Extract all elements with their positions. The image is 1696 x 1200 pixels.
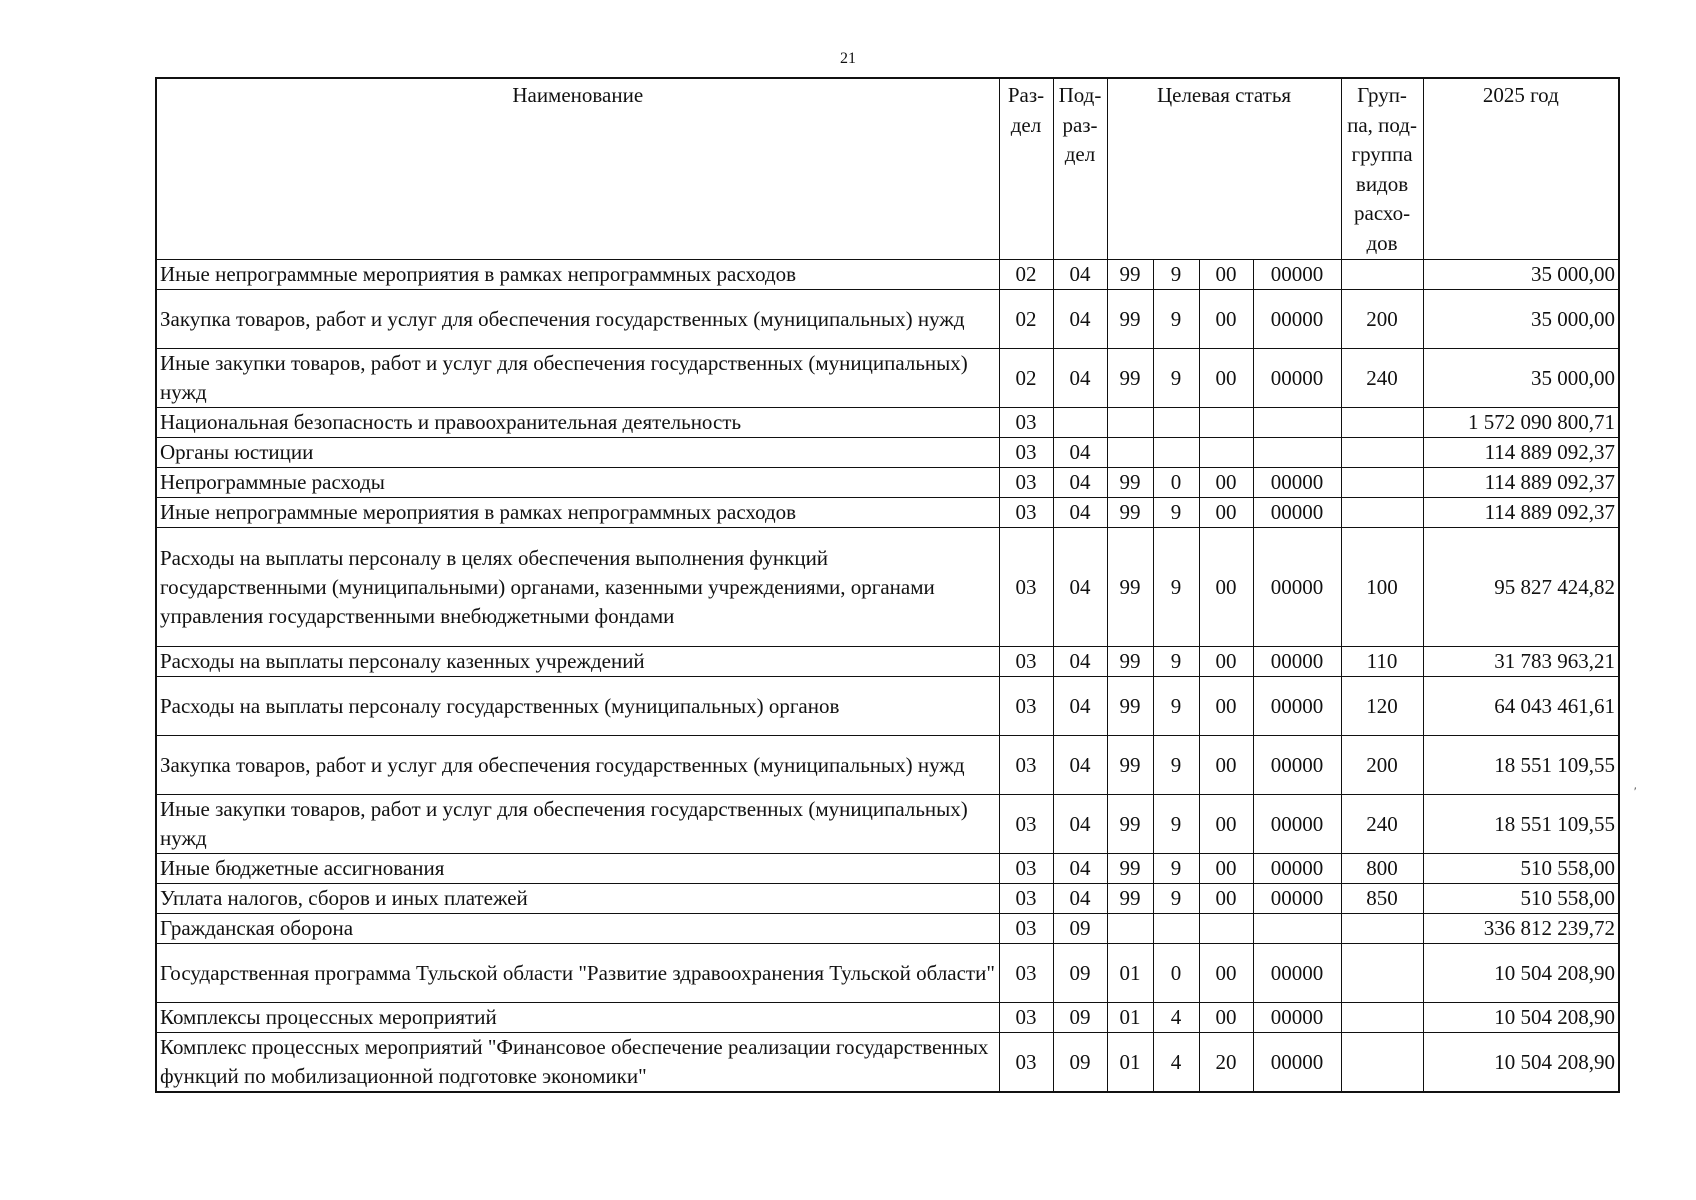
cell-section: 03 [999, 1003, 1053, 1033]
cell-amount: 510 558,00 [1423, 854, 1619, 884]
cell-target-direction: 00000 [1253, 260, 1341, 290]
cell-expense-group: 200 [1341, 290, 1423, 349]
cell-amount: 510 558,00 [1423, 884, 1619, 914]
cell-target-direction: 00000 [1253, 528, 1341, 647]
table-row [156, 736, 1619, 795]
cell-expense-group: 850 [1341, 884, 1423, 914]
cell-target-direction: 00000 [1253, 795, 1341, 854]
cell-target-program [1107, 438, 1153, 468]
cell-target-direction [1253, 438, 1341, 468]
cell-target-type: 9 [1153, 677, 1199, 736]
cell-target-type: 9 [1153, 498, 1199, 528]
cell-subsection: 04 [1053, 884, 1107, 914]
cell-expense-group [1341, 438, 1423, 468]
cell-subsection: 04 [1053, 528, 1107, 647]
cell-expense-group: 100 [1341, 528, 1423, 647]
cell-amount: 18 551 109,55 [1423, 736, 1619, 795]
cell-target-direction: 00000 [1253, 647, 1341, 677]
cell-amount: 114 889 092,37 [1423, 498, 1619, 528]
cell-target-sub: 00 [1199, 944, 1253, 1003]
header-year: 2025 год [1423, 78, 1619, 260]
cell-target-sub: 00 [1199, 647, 1253, 677]
cell-target-type: 9 [1153, 290, 1199, 349]
cell-name: Комплексы процессных мероприятий [156, 1003, 999, 1033]
cell-section: 02 [999, 290, 1053, 349]
header-subsection: Под-раз-дел [1053, 78, 1107, 260]
cell-amount: 64 043 461,61 [1423, 677, 1619, 736]
cell-expense-group: 800 [1341, 854, 1423, 884]
cell-target-type: 9 [1153, 795, 1199, 854]
cell-target-type: 9 [1153, 736, 1199, 795]
table-row [156, 498, 1619, 528]
table-row [156, 468, 1619, 498]
cell-target-direction [1253, 408, 1341, 438]
cell-target-program: 99 [1107, 528, 1153, 647]
cell-target-sub: 00 [1199, 677, 1253, 736]
cell-target-program: 99 [1107, 260, 1153, 290]
cell-target-sub: 00 [1199, 468, 1253, 498]
cell-name: Комплекс процессных мероприятий "Финансовое обеспечение реализации государственных функций по мобилизационной подготовке экономики" [156, 1033, 999, 1093]
cell-target-sub: 00 [1199, 736, 1253, 795]
table-row [156, 349, 1619, 408]
cell-subsection: 04 [1053, 736, 1107, 795]
cell-name: Расходы на выплаты персоналу в целях обеспечения выполнения функций государственными (муниципальными) органами, казенными учреждениями, органами управления государственными внебюджетными фондами [156, 528, 999, 647]
cell-section: 03 [999, 736, 1053, 795]
cell-name: Гражданская оборона [156, 914, 999, 944]
cell-target-direction: 00000 [1253, 349, 1341, 408]
budget-table [155, 77, 1620, 1093]
cell-target-direction [1253, 914, 1341, 944]
cell-section: 02 [999, 349, 1053, 408]
cell-target-direction: 00000 [1253, 736, 1341, 795]
cell-name: Иные закупки товаров, работ и услуг для обеспечения государственных (муниципальных) нужд [156, 795, 999, 854]
cell-amount: 35 000,00 [1423, 349, 1619, 408]
cell-section: 03 [999, 884, 1053, 914]
cell-subsection: 04 [1053, 854, 1107, 884]
table-row [156, 1003, 1619, 1033]
cell-name: Расходы на выплаты персоналу государственных (муниципальных) органов [156, 677, 999, 736]
cell-expense-group: 110 [1341, 647, 1423, 677]
cell-target-type: 9 [1153, 854, 1199, 884]
cell-target-program: 01 [1107, 1033, 1153, 1093]
cell-name: Государственная программа Тульской области "Развитие здравоохранения Тульской области" [156, 944, 999, 1003]
cell-subsection: 04 [1053, 468, 1107, 498]
cell-subsection: 09 [1053, 1033, 1107, 1093]
cell-name: Иные непрограммные мероприятия в рамках непрограммных расходов [156, 260, 999, 290]
scan-artifact: ′ [1634, 784, 1637, 798]
cell-target-program: 99 [1107, 290, 1153, 349]
cell-target-type [1153, 408, 1199, 438]
cell-expense-group [1341, 260, 1423, 290]
cell-section: 03 [999, 854, 1053, 884]
cell-subsection [1053, 408, 1107, 438]
table-row [156, 1033, 1619, 1093]
table-row [156, 260, 1619, 290]
cell-target-type: 0 [1153, 468, 1199, 498]
table-row [156, 944, 1619, 1003]
header-target-article: Целевая статья [1107, 78, 1341, 260]
cell-amount: 35 000,00 [1423, 260, 1619, 290]
cell-name: Органы юстиции [156, 438, 999, 468]
table-row [156, 854, 1619, 884]
table-row [156, 884, 1619, 914]
table-row [156, 290, 1619, 349]
cell-expense-group: 240 [1341, 795, 1423, 854]
table-row [156, 914, 1619, 944]
cell-target-program: 99 [1107, 468, 1153, 498]
cell-target-program: 01 [1107, 944, 1153, 1003]
cell-target-type [1153, 438, 1199, 468]
table-row [156, 647, 1619, 677]
cell-expense-group [1341, 914, 1423, 944]
cell-subsection: 04 [1053, 290, 1107, 349]
cell-target-type: 4 [1153, 1033, 1199, 1093]
cell-target-direction: 00000 [1253, 290, 1341, 349]
cell-subsection: 09 [1053, 1003, 1107, 1033]
cell-amount: 35 000,00 [1423, 290, 1619, 349]
cell-section: 03 [999, 528, 1053, 647]
cell-name: Национальная безопасность и правоохранительная деятельность [156, 408, 999, 438]
cell-section: 03 [999, 944, 1053, 1003]
cell-target-sub [1199, 408, 1253, 438]
cell-target-direction: 00000 [1253, 854, 1341, 884]
cell-target-type: 9 [1153, 260, 1199, 290]
header-expense-group: Груп-па, под-группа видов расхо-дов [1341, 78, 1423, 260]
cell-target-sub: 00 [1199, 884, 1253, 914]
cell-subsection: 04 [1053, 438, 1107, 468]
cell-expense-group [1341, 944, 1423, 1003]
cell-expense-group [1341, 1033, 1423, 1093]
cell-target-program: 99 [1107, 854, 1153, 884]
cell-name: Расходы на выплаты персоналу казенных учреждений [156, 647, 999, 677]
cell-target-direction: 00000 [1253, 468, 1341, 498]
cell-target-program [1107, 914, 1153, 944]
cell-target-direction: 00000 [1253, 677, 1341, 736]
cell-name: Иные непрограммные мероприятия в рамках непрограммных расходов [156, 498, 999, 528]
cell-section: 03 [999, 795, 1053, 854]
cell-section: 03 [999, 438, 1053, 468]
cell-target-type: 9 [1153, 884, 1199, 914]
cell-section: 02 [999, 260, 1053, 290]
cell-target-program: 01 [1107, 1003, 1153, 1033]
cell-expense-group [1341, 468, 1423, 498]
cell-target-type: 9 [1153, 647, 1199, 677]
cell-expense-group: 200 [1341, 736, 1423, 795]
cell-amount: 95 827 424,82 [1423, 528, 1619, 647]
cell-target-sub: 00 [1199, 795, 1253, 854]
table-row [156, 677, 1619, 736]
cell-target-type: 9 [1153, 349, 1199, 408]
cell-target-program: 99 [1107, 647, 1153, 677]
cell-expense-group: 120 [1341, 677, 1423, 736]
table-row [156, 408, 1619, 438]
cell-target-sub: 00 [1199, 290, 1253, 349]
cell-target-program: 99 [1107, 498, 1153, 528]
cell-section: 03 [999, 468, 1053, 498]
cell-target-program: 99 [1107, 884, 1153, 914]
cell-section: 03 [999, 914, 1053, 944]
cell-target-sub: 00 [1199, 854, 1253, 884]
table-header-row [156, 78, 1619, 260]
cell-section: 03 [999, 647, 1053, 677]
cell-amount: 114 889 092,37 [1423, 438, 1619, 468]
cell-subsection: 04 [1053, 260, 1107, 290]
cell-section: 03 [999, 677, 1053, 736]
cell-target-sub [1199, 914, 1253, 944]
cell-subsection: 04 [1053, 677, 1107, 736]
cell-target-sub: 00 [1199, 528, 1253, 647]
cell-expense-group [1341, 408, 1423, 438]
table-row [156, 528, 1619, 647]
cell-target-direction: 00000 [1253, 944, 1341, 1003]
cell-subsection: 04 [1053, 498, 1107, 528]
cell-name: Иные бюджетные ассигнования [156, 854, 999, 884]
table-row [156, 795, 1619, 854]
cell-name: Уплата налогов, сборов и иных платежей [156, 884, 999, 914]
cell-target-program: 99 [1107, 677, 1153, 736]
cell-target-sub: 00 [1199, 498, 1253, 528]
header-name: Наименование [156, 78, 999, 260]
cell-subsection: 04 [1053, 647, 1107, 677]
cell-target-type: 4 [1153, 1003, 1199, 1033]
cell-target-type: 9 [1153, 528, 1199, 647]
cell-subsection: 09 [1053, 944, 1107, 1003]
cell-target-direction: 00000 [1253, 884, 1341, 914]
cell-target-program: 99 [1107, 795, 1153, 854]
cell-amount: 114 889 092,37 [1423, 468, 1619, 498]
cell-target-sub: 00 [1199, 260, 1253, 290]
cell-name: Непрограммные расходы [156, 468, 999, 498]
cell-name: Иные закупки товаров, работ и услуг для обеспечения государственных (муниципальных) нужд [156, 349, 999, 408]
cell-amount: 18 551 109,55 [1423, 795, 1619, 854]
cell-amount: 1 572 090 800,71 [1423, 408, 1619, 438]
cell-amount: 336 812 239,72 [1423, 914, 1619, 944]
cell-section: 03 [999, 408, 1053, 438]
cell-section: 03 [999, 1033, 1053, 1093]
cell-target-program: 99 [1107, 349, 1153, 408]
cell-target-program [1107, 408, 1153, 438]
cell-expense-group [1341, 1003, 1423, 1033]
cell-name: Закупка товаров, работ и услуг для обеспечения государственных (муниципальных) нужд [156, 290, 999, 349]
cell-amount: 10 504 208,90 [1423, 1033, 1619, 1093]
header-section: Раз-дел [999, 78, 1053, 260]
cell-target-direction: 00000 [1253, 1003, 1341, 1033]
cell-section: 03 [999, 498, 1053, 528]
cell-target-sub: 00 [1199, 349, 1253, 408]
cell-amount: 10 504 208,90 [1423, 944, 1619, 1003]
cell-target-direction: 00000 [1253, 1033, 1341, 1093]
cell-subsection: 04 [1053, 795, 1107, 854]
cell-subsection: 09 [1053, 914, 1107, 944]
cell-target-direction: 00000 [1253, 498, 1341, 528]
cell-expense-group [1341, 498, 1423, 528]
table-row [156, 438, 1619, 468]
cell-target-type: 0 [1153, 944, 1199, 1003]
cell-target-sub: 20 [1199, 1033, 1253, 1093]
cell-target-sub [1199, 438, 1253, 468]
table-body [156, 260, 1619, 1093]
cell-target-sub: 00 [1199, 1003, 1253, 1033]
page-number: 21 [840, 50, 856, 67]
cell-target-program: 99 [1107, 736, 1153, 795]
cell-name: Закупка товаров, работ и услуг для обеспечения государственных (муниципальных) нужд [156, 736, 999, 795]
cell-amount: 10 504 208,90 [1423, 1003, 1619, 1033]
cell-amount: 31 783 963,21 [1423, 647, 1619, 677]
cell-expense-group: 240 [1341, 349, 1423, 408]
cell-target-type [1153, 914, 1199, 944]
cell-subsection: 04 [1053, 349, 1107, 408]
